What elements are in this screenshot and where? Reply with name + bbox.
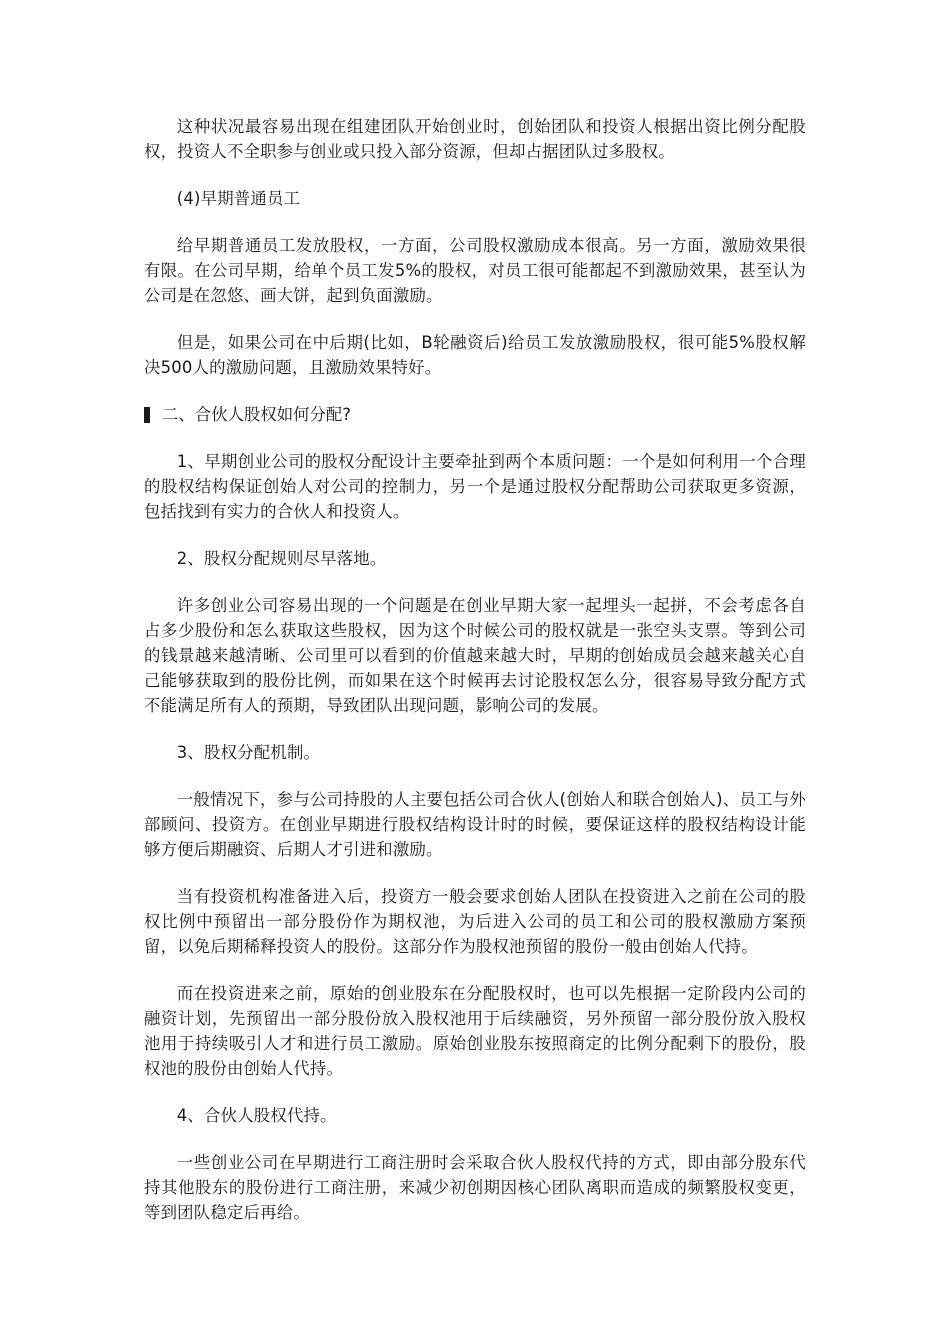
paragraph-early-employee-equity: 给早期普通员工发放股权，一方面，公司股权激励成本很高。另一方面，激励效果很有限。在公司早期，给单个员工发5%的股权，对员工很可能都起不到激励效果，甚至认为公司是在忽悠、画大饼，起到负面激励。 [144, 236, 806, 305]
paragraph-point-2-title: 2、股权分配规则尽早落地。 [176, 549, 387, 568]
paragraph-point-3-body-1: 一般情况下，参与公司持股的人主要包括公司合伙人(创始人和联合创始人)、员工与外部顾问、投资方。在创业早期进行股权结构设计时的时候，要保证这样的股权结构设计能够方便后期融资、后期人才引进和激励。 [144, 790, 806, 859]
paragraph-point-4-body: 一些创业公司在早期进行工商注册时会采取合伙人股权代持的方式，即由部分股东代持其他股东的股份进行工商注册，来减少初创期因核心团队离职而造成的频繁股权变更，等到团队稳定后再给。 [144, 1153, 806, 1222]
paragraph-point-3-title: 3、股权分配机制。 [176, 743, 321, 762]
section-heading-partner-equity [144, 402, 806, 427]
paragraph-later-stage-incentive: 但是，如果公司在中后期(比如，B轮融资后)给员工发放激励股权，很可能5%股权解决500人的激励问题，且激励效果特好。 [144, 333, 806, 377]
subheading-early-employees: (4)早期普通员工 [176, 189, 301, 208]
paragraph-equity-imbalance: 这种状况最容易出现在组建团队开始创业时，创始团队和投资人根据出资比例分配股权，投资人不全职参与创业或只投入部分资源，但却占据团队过多股权。 [144, 117, 806, 161]
paragraph-point-3-body-2: 当有投资机构准备进入后，投资方一般会要求创始人团队在投资进入之前在公司的股权比例中预留出一部分股份作为期权池，为后进入公司的员工和公司的股权激励方案预留，以免后期稀释投资人的股份。这部分作为股权池预留的股份一般由创始人代持。 [144, 887, 806, 956]
section-marker-icon [144, 407, 150, 423]
paragraph-point-2-body: 许多创业公司容易出现的一个问题是在创业早期大家一起埋头一起拼，不会考虑各自占多少股份和怎么获取这些股权，因为这个时候公司的股权就是一张空头支票。等到公司的钱景越来越清晰、公司里可以看到的价值越来越大时，早期的创始成员会越来越关心自己能够获取到的股份比例，而如果在这个时候再去讨论股权怎么分，很容易导致分配方式不能满足所有人的预期，导致团队出现问题，影响公司的发展。 [144, 596, 806, 715]
section-heading-text: 二、合伙人股权如何分配? [162, 405, 351, 424]
paragraph-point-4-title: 4、合伙人股权代持。 [176, 1106, 337, 1125]
document-page [144, 114, 806, 1247]
paragraph-point-1: 1、早期创业公司的股权分配设计主要牵扯到两个本质问题：一个是如何利用一个合理的股权结构保证创始人对公司的控制力，另一个是通过股权分配帮助公司获取更多资源，包括找到有实力的合伙人和投资人。 [144, 452, 806, 521]
paragraph-point-3-body-3: 而在投资进来之前，原始的创业股东在分配股权时，也可以先根据一定阶段内公司的融资计划，先预留出一部分股份放入股权池用于后续融资，另外预留一部分股份放入股权池用于持续吸引人才和进行员工激励。原始创业股东按照商定的比例分配剩下的股份，股权池的股份由创始人代持。 [144, 984, 806, 1078]
